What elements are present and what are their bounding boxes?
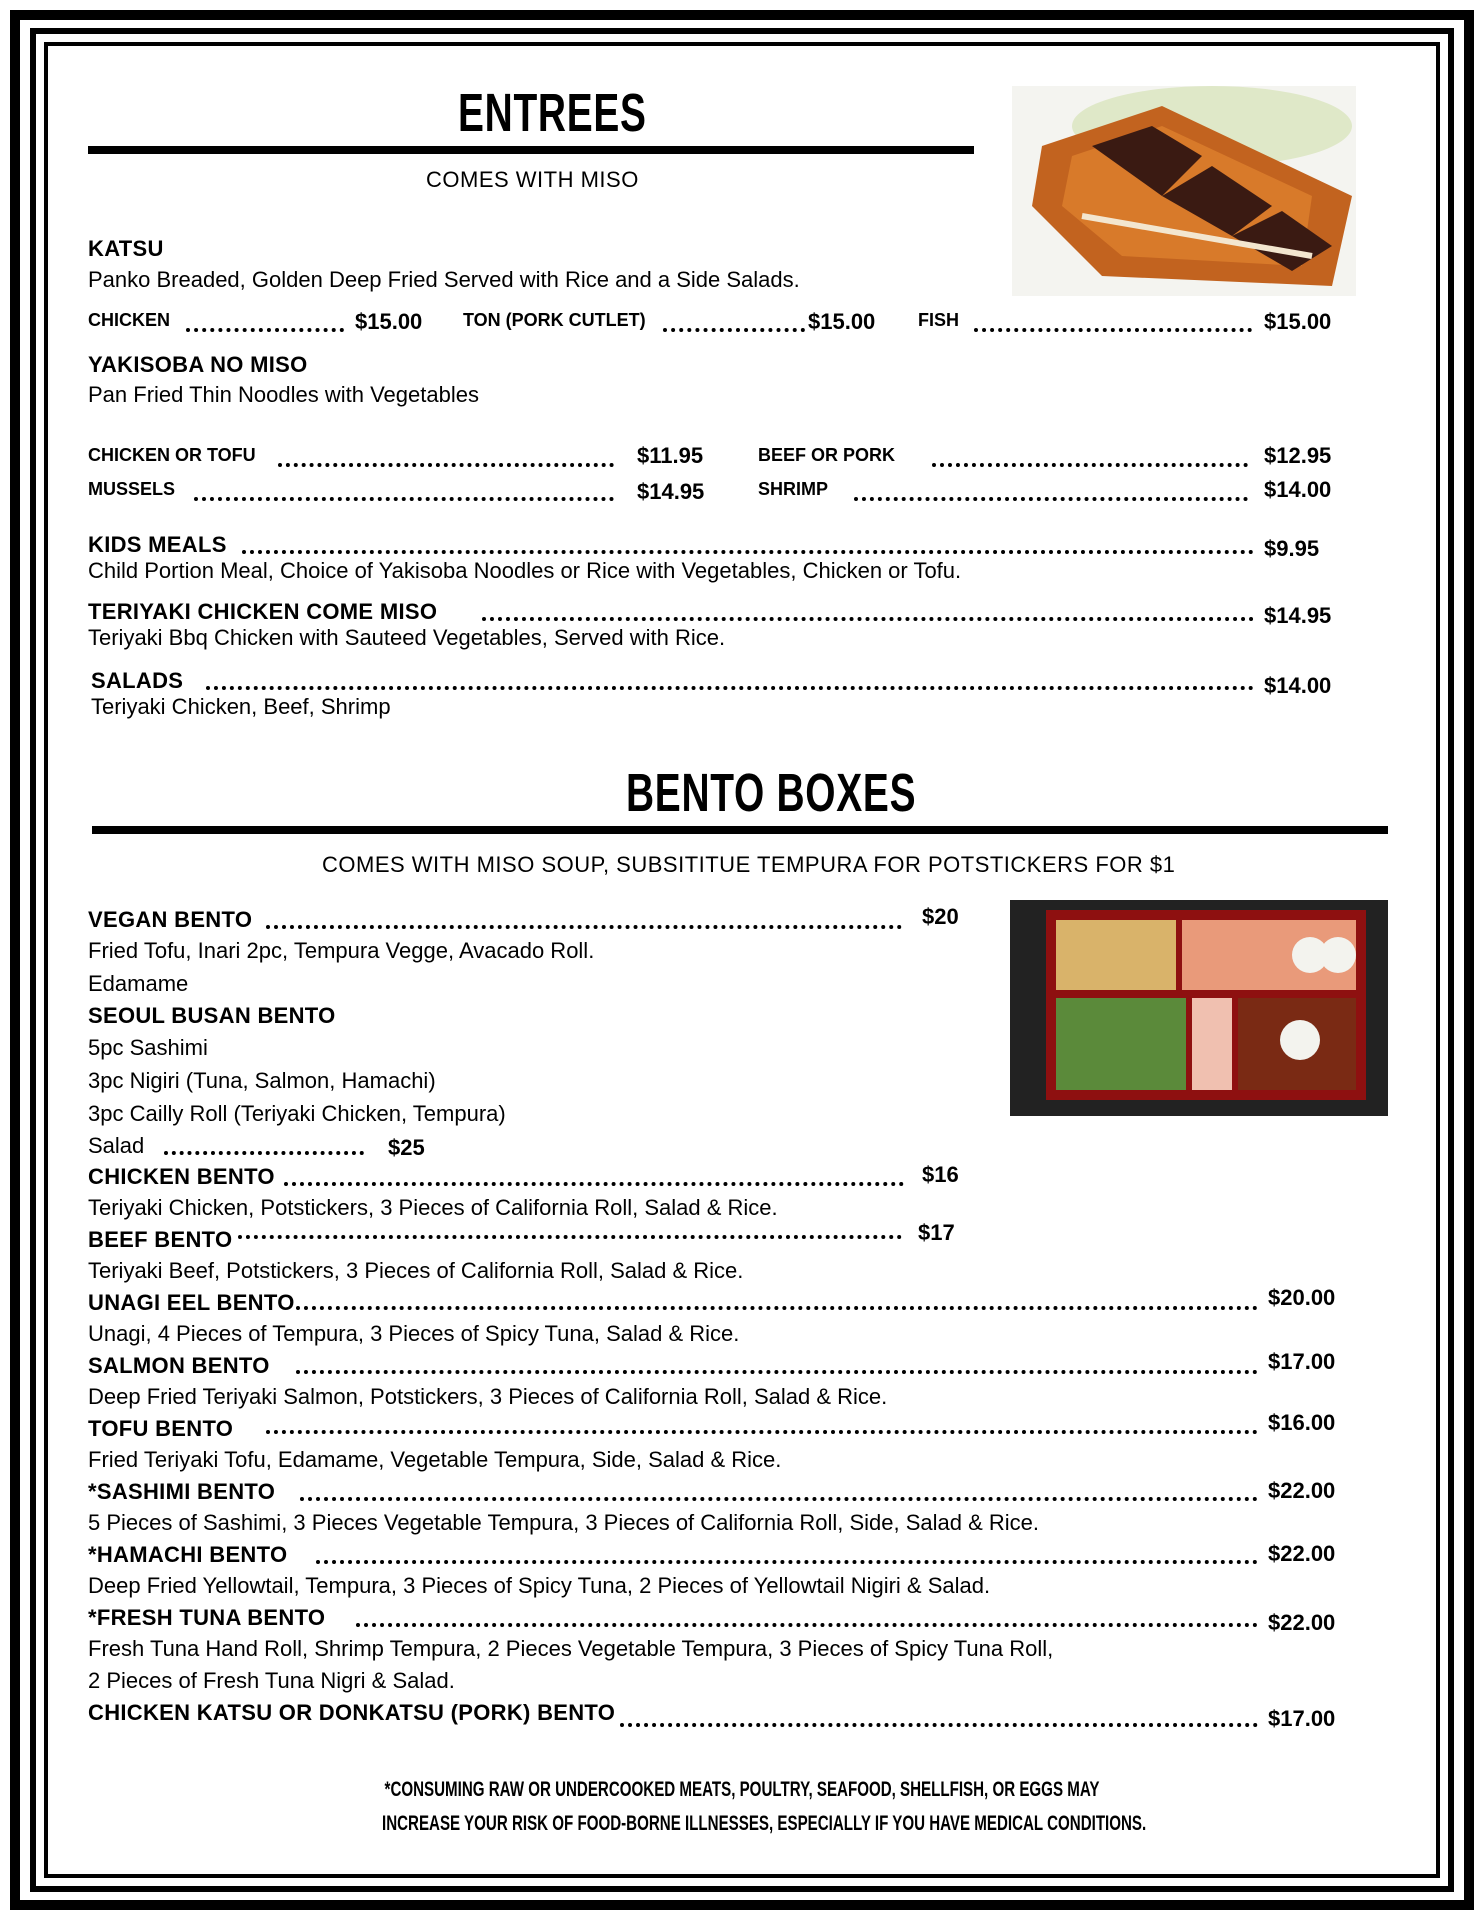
beef-bento-price: $17 xyxy=(918,1220,955,1245)
sashimi-bento-name: *SASHIMI BENTO xyxy=(88,1479,276,1504)
sashimi-bento-price: $22.00 xyxy=(1268,1478,1336,1503)
unagi-bento-price: $20.00 xyxy=(1268,1285,1336,1310)
vegan-desc: Edamame xyxy=(88,971,189,996)
seoul-line: 3pc Nigiri (Tuna, Salmon, Hamachi) xyxy=(88,1068,436,1093)
katsu-option-price: $15.00 xyxy=(355,309,423,334)
yakisoba-name: YAKISOBA NO MISO xyxy=(88,352,308,377)
chicken-bento-price: $16 xyxy=(922,1162,959,1187)
leader-dots xyxy=(284,1182,904,1186)
leader-dots xyxy=(164,1151,364,1155)
leader-dots xyxy=(266,925,902,929)
katsu-option-label: FISH xyxy=(918,310,960,330)
yakisoba-option-label: CHICKEN OR TOFU xyxy=(88,445,256,465)
katsu-option-price: $15.00 xyxy=(808,309,876,334)
vegan-desc: Fried Tofu, Inari 2pc, Tempura Vegge, Avacado Roll. xyxy=(88,938,595,963)
tuna-bento-name: *FRESH TUNA BENTO xyxy=(88,1605,326,1630)
leader-dots xyxy=(266,1430,1258,1434)
yakisoba-desc: Pan Fried Thin Noodles with Vegetables xyxy=(88,382,479,407)
hamachi-bento-desc: Deep Fried Yellowtail, Tempura, 3 Pieces of Spicy Tuna, 2 Pieces of Yellowtail Nigiri & Salad. xyxy=(88,1573,991,1598)
yakisoba-option-price: $12.95 xyxy=(1264,443,1332,468)
bento-title: BENTO BOXES xyxy=(626,763,917,823)
vegan-name: VEGAN BENTO xyxy=(88,907,253,932)
unagi-bento-name: UNAGI EEL BENTO xyxy=(88,1290,295,1315)
yakisoba-option-label: BEEF OR PORK xyxy=(758,445,896,465)
bento-subtitle: COMES WITH MISO SOUP, SUBSITITUE TEMPURA FOR POTSTICKERS FOR $1 xyxy=(322,852,1176,877)
katsu-option-label: CHICKEN xyxy=(88,310,171,330)
kids-price: $9.95 xyxy=(1264,536,1320,561)
tofu-bento-price: $16.00 xyxy=(1268,1410,1336,1435)
hamachi-bento-price: $22.00 xyxy=(1268,1541,1336,1566)
sashimi-bento-desc: 5 Pieces of Sashimi, 3 Pieces Vegetable Tempura, 3 Pieces of California Roll, Side, Salad & Rice. xyxy=(88,1510,1039,1535)
tuna-bento-price: $22.00 xyxy=(1268,1610,1336,1635)
yakisoba-option-price: $11.95 xyxy=(637,443,704,468)
salmon-bento-name: SALMON BENTO xyxy=(88,1353,270,1378)
leader-dots xyxy=(932,463,1248,467)
tofu-bento-name: TOFU BENTO xyxy=(88,1416,234,1441)
beef-bento-desc: Teriyaki Beef, Potstickers, 3 Pieces of California Roll, Salad & Rice. xyxy=(88,1258,744,1283)
kids-desc: Child Portion Meal, Choice of Yakisoba Noodles or Rice with Vegetables, Chicken or Tofu. xyxy=(88,558,962,583)
disclaimer-line-1: *CONSUMING RAW OR UNDERCOOKED MEATS, POULTRY, SEAFOOD, SHELLFISH, OR EGGS MAY xyxy=(384,1778,1100,1801)
beef-bento-name: BEEF BENTO xyxy=(88,1227,233,1252)
leader-dots xyxy=(974,328,1252,332)
katsu-bento-price: $17.00 xyxy=(1268,1706,1336,1731)
seoul-line: 5pc Sashimi xyxy=(88,1035,208,1060)
bento-photo xyxy=(1010,900,1388,1116)
leader-dots xyxy=(296,1370,1258,1374)
katsu-bento-name: CHICKEN KATSU OR DONKATSU (PORK) BENTO xyxy=(88,1700,616,1725)
tofu-bento-desc: Fried Teriyaki Tofu, Edamame, Vegetable Tempura, Side, Salad & Rice. xyxy=(88,1447,782,1472)
yakisoba-option-label: SHRIMP xyxy=(758,479,829,499)
yakisoba-option-label: MUSSELS xyxy=(88,479,176,499)
leader-dots xyxy=(620,1723,1258,1727)
entrees-rule xyxy=(88,146,974,154)
teriyaki-name: TERIYAKI CHICKEN COME MISO xyxy=(88,599,438,624)
katsu-option-price: $15.00 xyxy=(1264,309,1332,334)
entrees-subtitle: COMES WITH MISO xyxy=(426,167,639,192)
seoul-line: 3pc Cailly Roll (Teriyaki Chicken, Tempura) xyxy=(88,1101,506,1126)
seoul-name: SEOUL BUSAN BENTO xyxy=(88,1003,336,1028)
leader-dots xyxy=(356,1623,1258,1627)
chicken-bento-name: CHICKEN BENTO xyxy=(88,1164,275,1189)
leader-dots xyxy=(663,328,805,332)
hamachi-bento-name: *HAMACHI BENTO xyxy=(88,1542,288,1567)
leader-dots xyxy=(278,463,614,467)
leader-dots xyxy=(186,328,344,332)
tuna-bento-desc: 2 Pieces of Fresh Tuna Nigri & Salad. xyxy=(88,1668,455,1693)
leader-dots xyxy=(238,1235,902,1239)
vegan-price: $20 xyxy=(922,904,959,929)
tuna-bento-desc: Fresh Tuna Hand Roll, Shrimp Tempura, 2 Pieces Vegetable Tempura, 3 Pieces of Spicy Tuna Roll, xyxy=(88,1636,1054,1661)
yakisoba-option-price: $14.95 xyxy=(637,479,705,504)
teriyaki-desc: Teriyaki Bbq Chicken with Sauteed Vegetables, Served with Rice. xyxy=(88,625,726,650)
bento-rule xyxy=(92,826,1388,834)
teriyaki-price: $14.95 xyxy=(1264,603,1332,628)
leader-dots xyxy=(296,1306,1258,1310)
leader-dots xyxy=(300,1497,1258,1501)
salads-price: $14.00 xyxy=(1264,673,1332,698)
salads-desc: Teriyaki Chicken, Beef, Shrimp xyxy=(91,694,391,719)
katsu-photo xyxy=(1012,86,1356,296)
chicken-bento-desc: Teriyaki Chicken, Potstickers, 3 Pieces of California Roll, Salad & Rice. xyxy=(88,1195,778,1220)
leader-dots xyxy=(194,497,614,501)
katsu-name: KATSU xyxy=(88,236,164,261)
seoul-line: Salad xyxy=(88,1133,145,1158)
salmon-bento-price: $17.00 xyxy=(1268,1349,1336,1374)
leader-dots xyxy=(854,497,1248,501)
katsu-option-label: TON (PORK CUTLET) xyxy=(463,310,646,330)
salmon-bento-desc: Deep Fried Teriyaki Salmon, Potstickers, 3 Pieces of California Roll, Salad & Rice. xyxy=(88,1384,888,1409)
leader-dots xyxy=(206,686,1254,690)
entrees-title: ENTREES xyxy=(458,83,647,143)
kids-name: KIDS MEALS xyxy=(88,532,227,557)
salads-name: SALADS xyxy=(91,668,184,693)
seoul-price: $25 xyxy=(388,1135,425,1160)
leader-dots xyxy=(242,550,1254,554)
leader-dots xyxy=(482,617,1254,621)
katsu-desc: Panko Breaded, Golden Deep Fried Served with Rice and a Side Salads. xyxy=(88,267,800,292)
leader-dots xyxy=(316,1560,1258,1564)
disclaimer-line-2: INCREASE YOUR RISK OF FOOD-BORNE ILLNESSES, ESPECIALLY IF YOU HAVE MEDICAL CONDITIONS. xyxy=(382,1812,1147,1835)
yakisoba-option-price: $14.00 xyxy=(1264,477,1332,502)
unagi-bento-desc: Unagi, 4 Pieces of Tempura, 3 Pieces of Spicy Tuna, Salad & Rice. xyxy=(88,1321,740,1346)
